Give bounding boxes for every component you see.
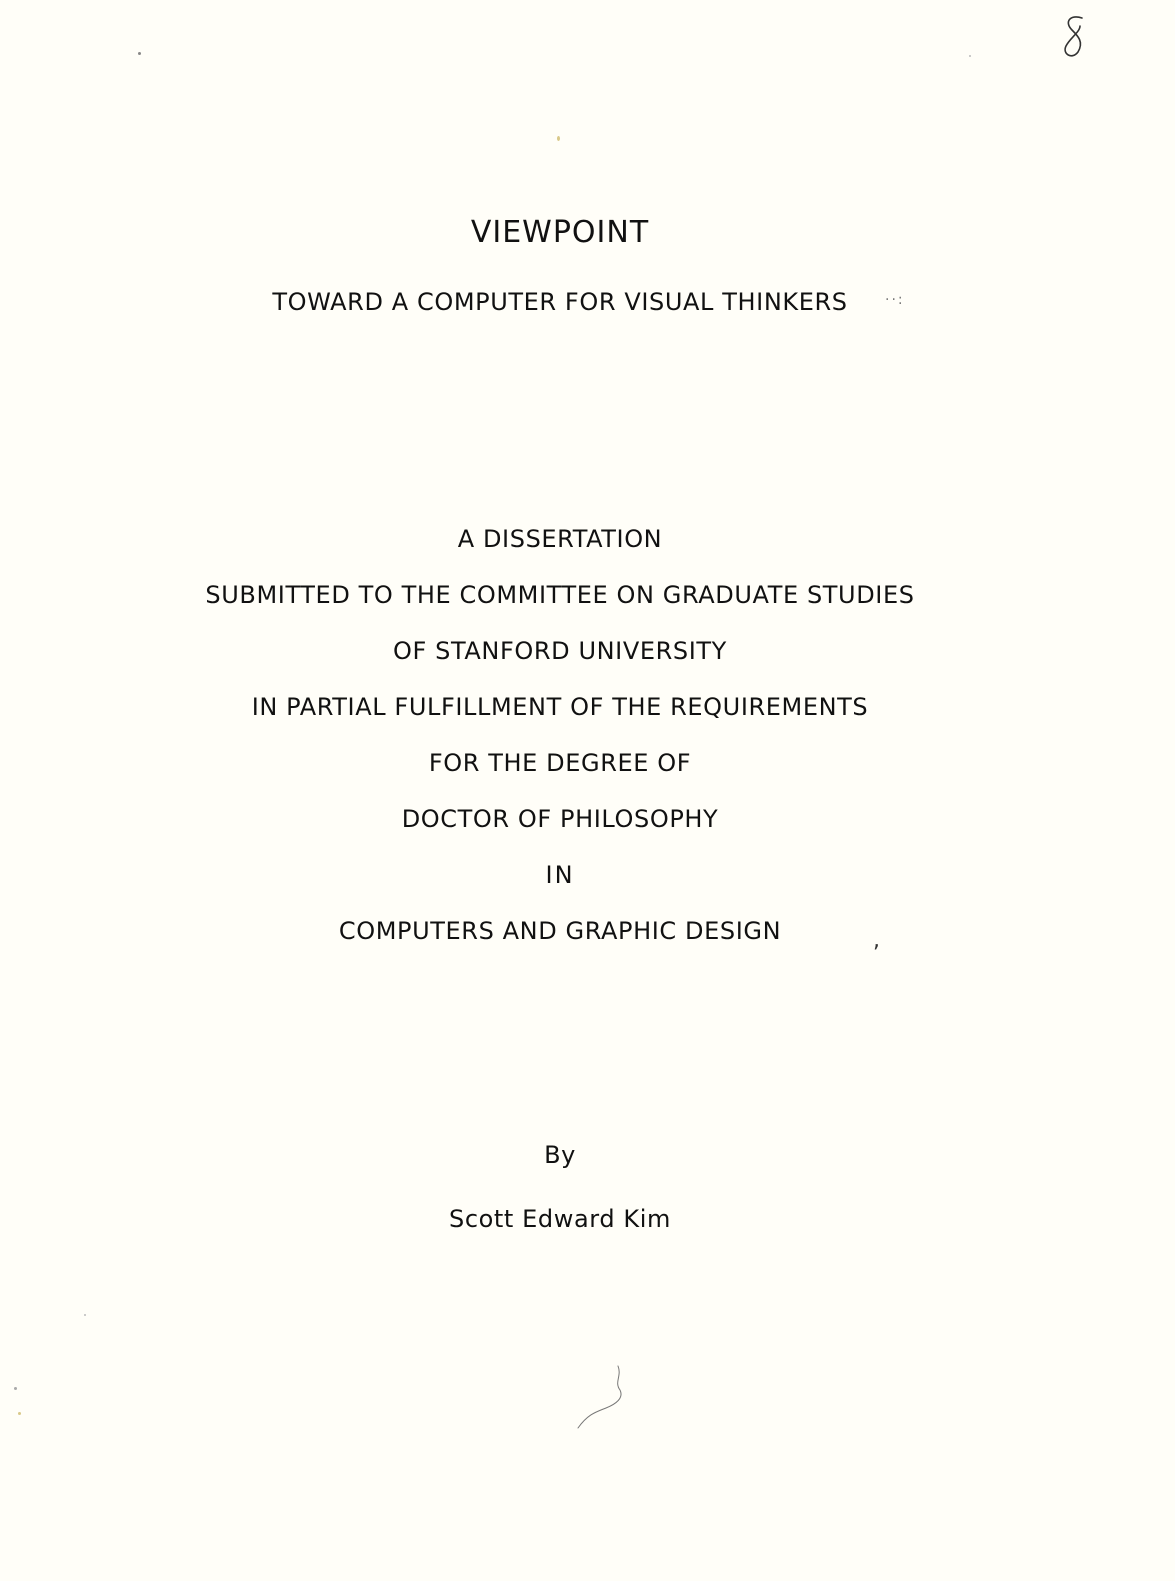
dissertation-line: SUBMITTED TO THE COMMITTEE ON GRADUATE STUDIES	[205, 581, 915, 609]
dissertation-title: VIEWPOINT	[470, 215, 650, 250]
paper-speck	[84, 1314, 86, 1316]
dissertation-line: FOR THE DEGREE OF	[428, 749, 692, 777]
stray-comma-mark: ,	[873, 928, 880, 953]
stray-marks: ··:	[885, 292, 905, 308]
dissertation-line: OF STANFORD UNIVERSITY	[393, 637, 727, 665]
author-name: Scott Edward Kim	[449, 1205, 671, 1233]
pencil-scribble	[570, 1362, 630, 1437]
dissertation-subtitle: TOWARD A COMPUTER FOR VISUAL THINKERS	[272, 288, 848, 316]
paper-speck	[557, 136, 560, 141]
by-label: By	[544, 1141, 576, 1169]
paper-speck	[14, 1387, 17, 1390]
dissertation-line: IN	[545, 861, 575, 889]
dissertation-line: IN PARTIAL FULFILLMENT OF THE REQUIREMENTS	[251, 693, 869, 721]
dissertation-line: A DISSERTATION	[457, 525, 663, 553]
dissertation-line: COMPUTERS AND GRAPHIC DESIGN	[338, 917, 782, 945]
paper-speck	[138, 52, 141, 55]
handwritten-page-number	[1056, 12, 1092, 62]
paper-speck	[969, 55, 971, 57]
dissertation-line: DOCTOR OF PHILOSOPHY	[401, 805, 719, 833]
paper-speck	[18, 1412, 21, 1415]
